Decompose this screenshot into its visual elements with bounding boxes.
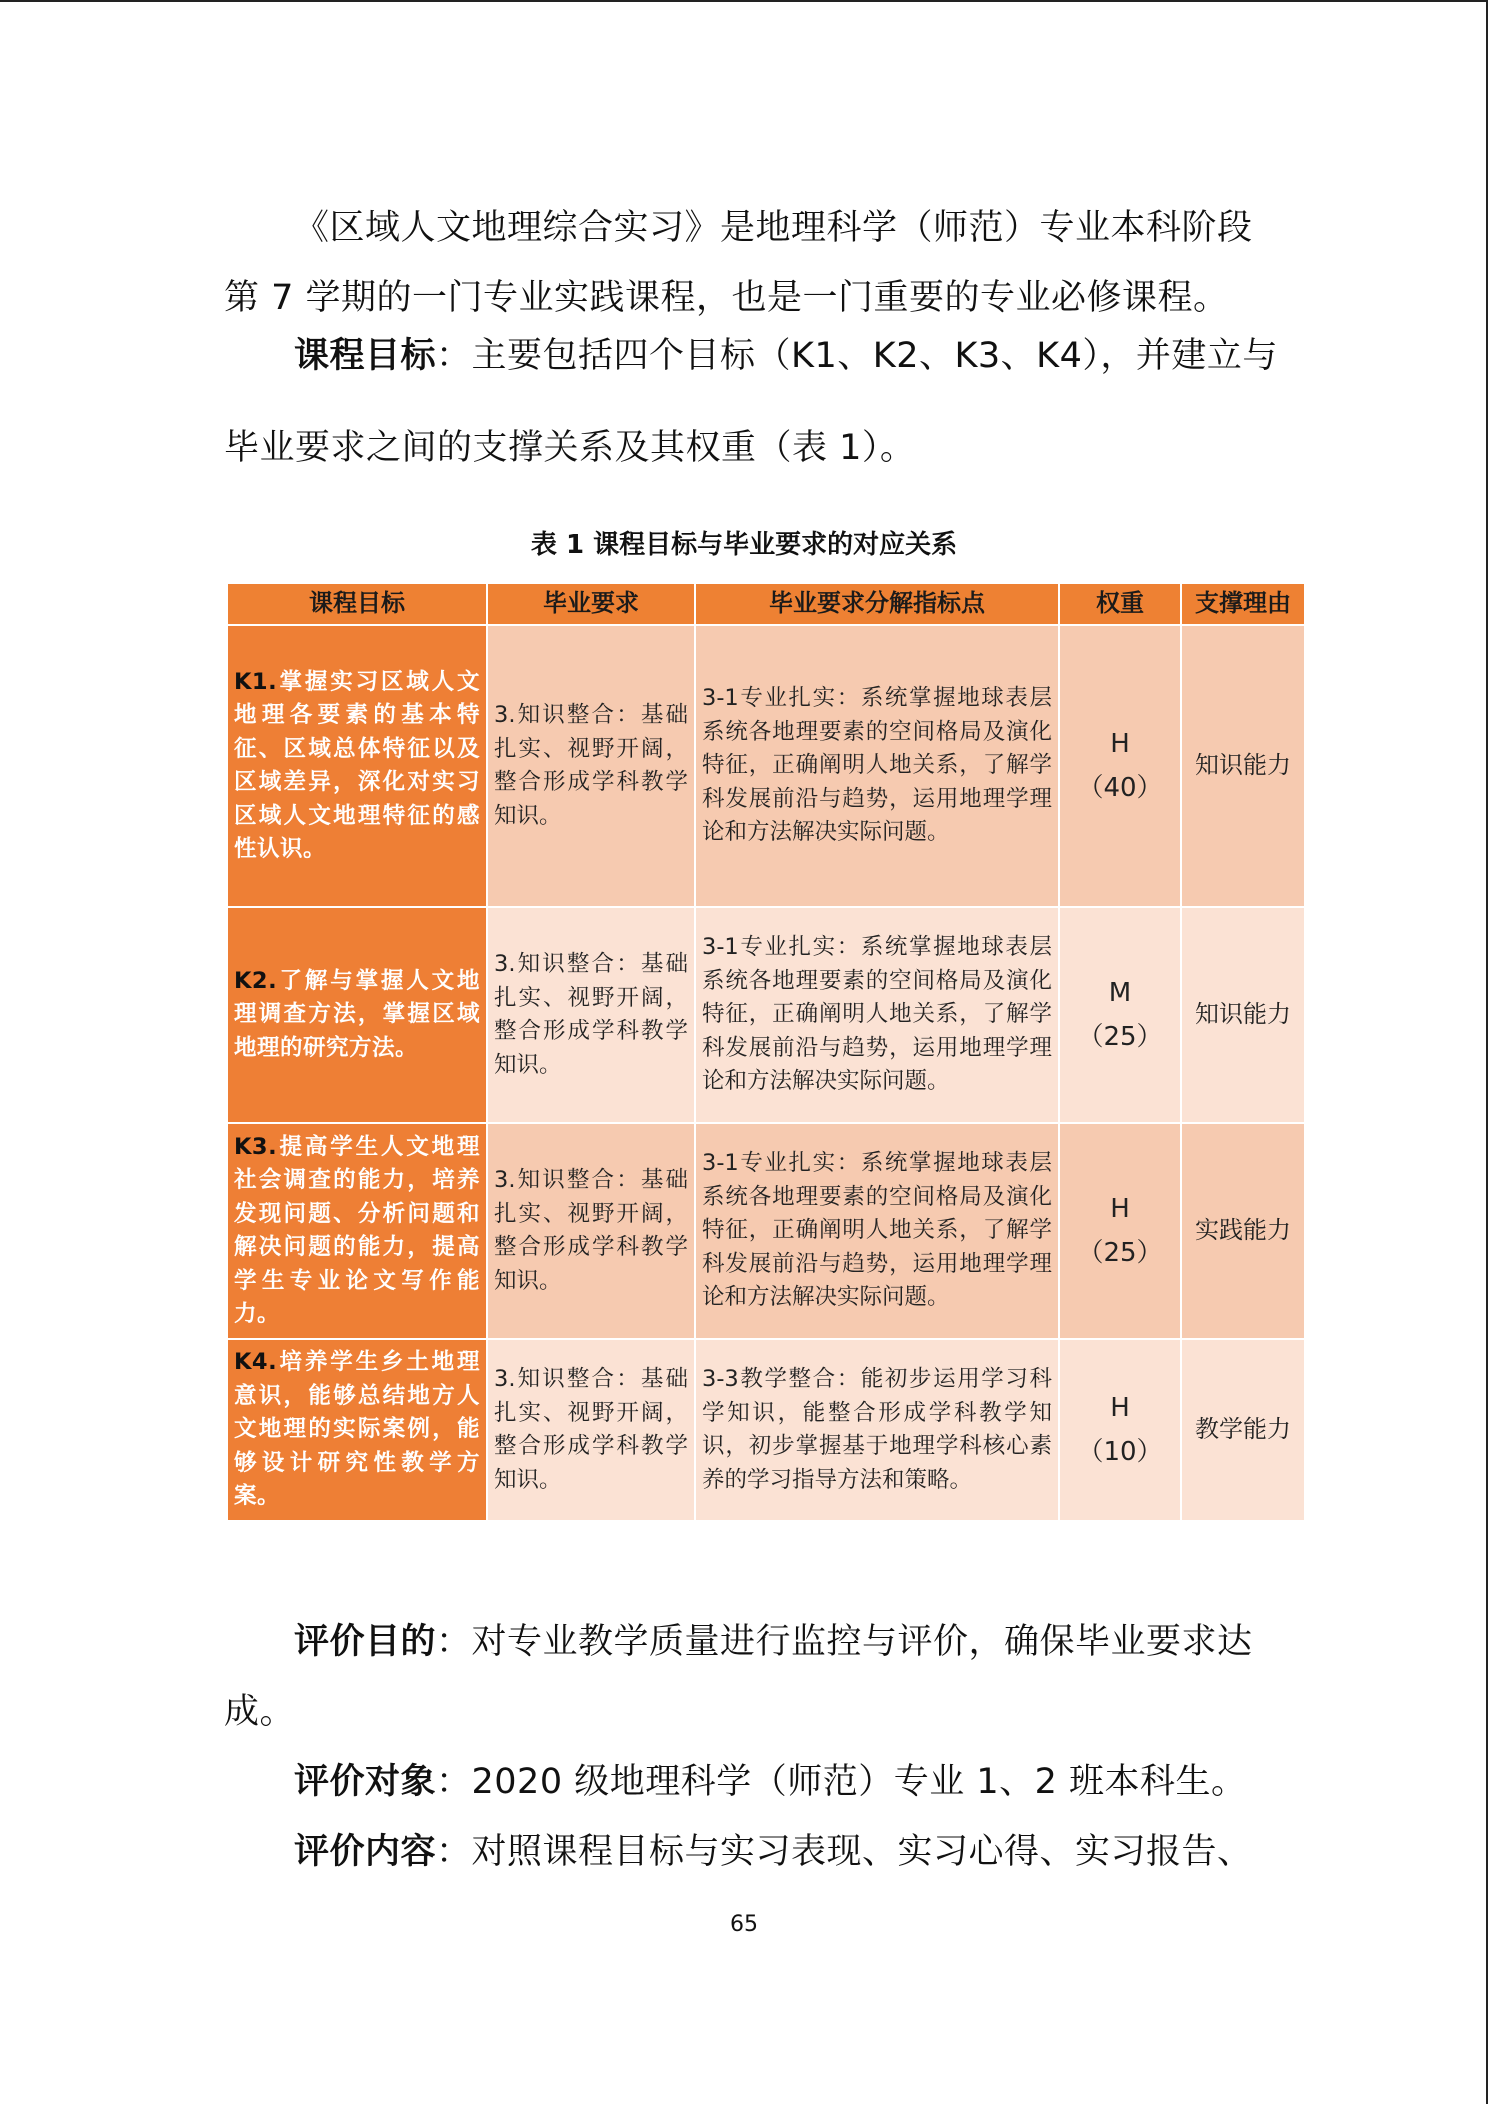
goals-requirements-table (226, 582, 1306, 1522)
evaluation-content (294, 1824, 1334, 1874)
weight-cell (1059, 1123, 1181, 1339)
weight-level: M (1108, 978, 1132, 1008)
reason-cell: 教学能力 (1181, 1339, 1305, 1521)
top-border-line (0, 0, 1488, 2)
table-row (227, 1123, 1305, 1339)
evaluation-content-text: ：对照课程目标与实习表现、实习心得、实习报告、 (436, 1832, 1253, 1872)
indicator-cell: 3-3教学整合：能初步运用学习科学知识，能整合形成学科教学知识，初步掌握基于地理学科核心素养的学习指导方法和策略。 (695, 1339, 1059, 1521)
indicator-cell: 3-1专业扎实：系统掌握地球表层系统各地理要素的空间格局及演化特征，正确阐明人地关系，了解学科发展前沿与趋势，运用地理学理论和方法解决实际问题。 (695, 907, 1059, 1123)
evaluation-purpose-label: 评价目的 (294, 1622, 437, 1662)
table-row (227, 625, 1305, 907)
goal-code: K4. (234, 1349, 278, 1376)
weight-level: H (1110, 1393, 1130, 1423)
table-caption: 表 1 课程目标与毕业要求的对应关系 (530, 530, 958, 560)
goal-code: K3. (234, 1133, 278, 1160)
requirement-cell: 3.知识整合：基础扎实、视野开阔，整合形成学科教学知识。 (487, 625, 695, 907)
evaluation-object (294, 1754, 1334, 1804)
reason-cell: 知识能力 (1181, 625, 1305, 907)
objectives-text: ：主要包括四个目标（K1、K2、K3、K4），并建立与 (436, 336, 1278, 376)
requirement-cell: 3.知识整合：基础扎实、视野开阔，整合形成学科教学知识。 (487, 1123, 695, 1339)
evaluation-object-text: ：2020 级地理科学（师范）专业 1、2 班本科生。 (436, 1762, 1247, 1802)
weight-cell (1059, 1339, 1181, 1521)
goal-cell (227, 1339, 487, 1521)
weight-value: （25） (1077, 1238, 1163, 1268)
weight-cell (1059, 907, 1181, 1123)
intro-line-1: 《区域人文地理综合实习》是地理科学（师范）专业本科阶段 (294, 208, 1253, 248)
table-row (227, 907, 1305, 1123)
goal-code: K1. (234, 668, 278, 695)
header-course-goal: 课程目标 (227, 583, 487, 625)
header-weight: 权重 (1059, 583, 1181, 625)
objectives-paragraph (294, 328, 1334, 378)
header-reason: 支撑理由 (1181, 583, 1305, 625)
reason-cell: 实践能力 (1181, 1123, 1305, 1339)
requirement-cell: 3.知识整合：基础扎实、视野开阔，整合形成学科教学知识。 (487, 907, 695, 1123)
weight-value: （40） (1077, 773, 1163, 803)
objectives-label: 课程目标 (294, 336, 437, 376)
evaluation-content-label: 评价内容 (294, 1832, 437, 1872)
weight-level: H (1110, 1194, 1130, 1224)
weight-level: H (1110, 729, 1130, 759)
table-row (227, 1339, 1305, 1521)
goal-code: K2. (234, 967, 278, 994)
goal-cell (227, 625, 487, 907)
reason-cell: 知识能力 (1181, 907, 1305, 1123)
table-header-row (227, 583, 1305, 625)
requirement-cell: 3.知识整合：基础扎实、视野开阔，整合形成学科教学知识。 (487, 1339, 695, 1521)
goal-cell (227, 907, 487, 1123)
indicator-cell: 3-1专业扎实：系统掌握地球表层系统各地理要素的空间格局及演化特征，正确阐明人地关系，了解学科发展前沿与趋势，运用地理学理论和方法解决实际问题。 (695, 1123, 1059, 1339)
evaluation-purpose (294, 1614, 1334, 1664)
objectives-line-2: 毕业要求之间的支撑关系及其权重（表 1）。 (224, 428, 916, 468)
evaluation-purpose-line-2: 成。 (224, 1692, 296, 1732)
goal-text: 了解与掌握人文地理调查方法，掌握区域地理的研究方法。 (234, 967, 480, 1061)
weight-value: （25） (1077, 1022, 1163, 1052)
evaluation-purpose-text: ：对专业教学质量进行监控与评价，确保毕业要求达 (436, 1622, 1253, 1662)
goal-cell (227, 1123, 487, 1339)
weight-cell (1059, 625, 1181, 907)
goal-text: 掌握实习区域人文地理各要素的基本特征、区域总体特征以及区域差异，深化对实习区域人文地理特征的感性认识。 (234, 668, 480, 862)
intro-line-2: 第 7 学期的一门专业实践课程，也是一门重要的专业必修课程。 (224, 278, 1229, 318)
goal-text: 提高学生人文地理社会调查的能力，培养发现问题、分析问题和解决问题的能力，提高学生专业论文写作能力。 (234, 1133, 480, 1327)
header-indicator: 毕业要求分解指标点 (695, 583, 1059, 625)
weight-value: （10） (1077, 1437, 1163, 1467)
header-graduation-requirement: 毕业要求 (487, 583, 695, 625)
page-number: 65 (730, 1912, 758, 1937)
evaluation-object-label: 评价对象 (294, 1762, 437, 1802)
indicator-cell: 3-1专业扎实：系统掌握地球表层系统各地理要素的空间格局及演化特征，正确阐明人地关系，了解学科发展前沿与趋势，运用地理学理论和方法解决实际问题。 (695, 625, 1059, 907)
goal-text: 培养学生乡土地理意识，能够总结地方人文地理的实际案例，能够设计研究性教学方案。 (234, 1349, 480, 1510)
